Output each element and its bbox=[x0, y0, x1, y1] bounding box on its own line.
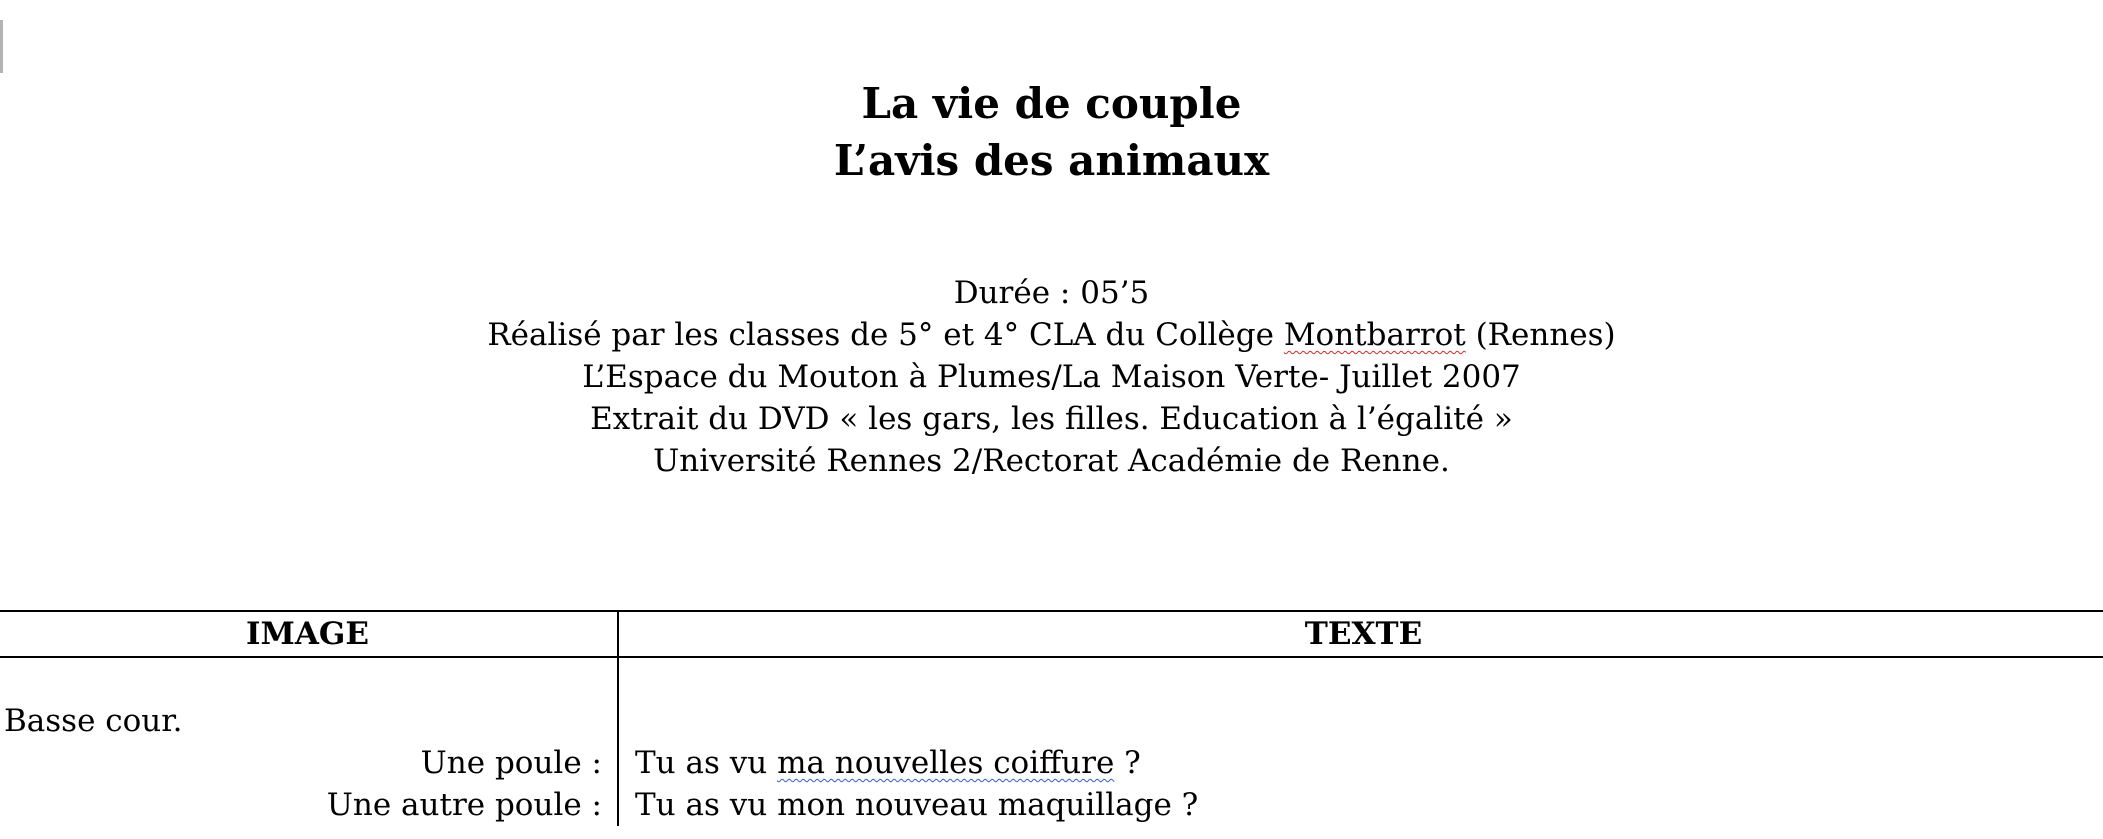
header-image: IMAGE bbox=[0, 611, 618, 657]
institution-line: Université Rennes 2/Rectorat Académie de Renne. bbox=[653, 443, 1450, 479]
image-cell bbox=[0, 657, 618, 826]
speaker-label: Une autre poule : bbox=[326, 787, 602, 823]
venue-line: L’Espace du Mouton à Plumes/La Maison Verte- Juillet 2007 bbox=[582, 359, 1521, 395]
duration-line: Durée : 05’5 bbox=[953, 275, 1150, 311]
speaker-label: Une poule : bbox=[420, 745, 602, 781]
text-cursor bbox=[0, 20, 3, 73]
document-title-line2: L’avis des animaux bbox=[833, 136, 1270, 185]
scene-label: Basse cour. bbox=[4, 703, 183, 739]
credits-block bbox=[0, 272, 2103, 482]
table-row bbox=[0, 657, 2103, 826]
header-texte: TEXTE bbox=[618, 611, 2103, 657]
dialogue-line bbox=[619, 784, 2103, 826]
produced-by-suffix: (Rennes) bbox=[1465, 317, 1616, 353]
texte-cell bbox=[618, 657, 2103, 826]
table-header-row bbox=[0, 611, 2103, 657]
dialogue-prefix: Tu as vu bbox=[635, 745, 778, 781]
dialogue-suffix: ? bbox=[1114, 745, 1141, 781]
spellcheck-flagged-word[interactable]: Montbarrot bbox=[1283, 317, 1466, 353]
dialogue-line bbox=[619, 742, 2103, 784]
grammar-flagged-phrase[interactable]: ma nouvelles coiffure bbox=[777, 745, 1115, 781]
produced-by-prefix: Réalisé par les classes de 5° et 4° CLA du Collège bbox=[487, 317, 1284, 353]
dialogue-prefix: Tu as vu mon nouveau maquillage ? bbox=[635, 787, 1199, 823]
document-title-line1: La vie de couple bbox=[861, 79, 1242, 128]
script-table bbox=[0, 610, 2103, 826]
excerpt-line: Extrait du DVD « les gars, les filles. Education à l’égalité » bbox=[590, 401, 1513, 437]
produced-by-line bbox=[0, 314, 2103, 356]
